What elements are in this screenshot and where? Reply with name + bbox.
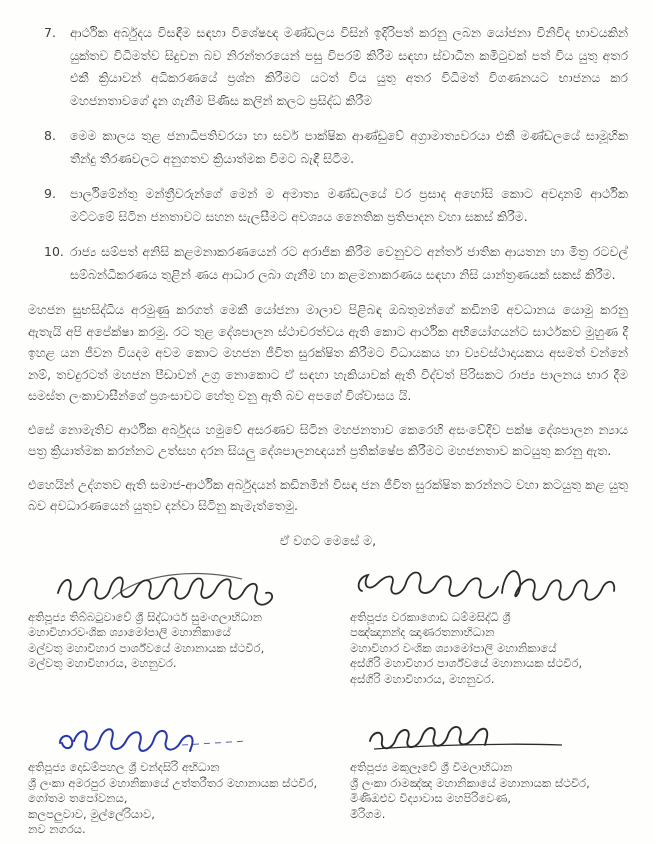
item-number: 8. [44,128,56,143]
signatory-name-line: පඤ්ඤානන්ද ඤාණරතනාභිධාන [350,625,495,639]
signatory-address-line: මීරිගම. [350,806,386,821]
body-paragraph-2: එසේ නොමැතිව ආර්ථික අර්බුදය හමුවේ අසරණව සිටින මහජනතාව කෙරෙහි අසංවේදීව පක්ෂ දේශපාලන න්‍යාය පත්‍ර ක්‍රියාත්මක කරන්නට උත්සහ දරන සියලු දේශපාලනඥයන් ප්‍රතික්ෂේප කිරීමට මහජනතාව කටයුතු කරනු ඇත. [28,421,628,458]
signatory-address-line: කලපලුවාව, මුල්ලේරියාව, [28,806,155,821]
closing-line: ඒ වගට මෙසේ ම, [279,532,377,548]
list-item-8 [44,125,628,170]
signatory-block-malwathu [28,565,350,688]
signatory-address [350,610,628,688]
list-item-9 [44,183,628,228]
signatory-title-line: මහාවිහාරවංශික ශ්‍යාමෝපාලි මහානිකායේ [28,625,231,639]
signatory-name-line: අතිපූජ්‍ය මකුලෑවේ ශ්‍රී විමලාභිධාන [350,760,513,774]
signatory-address [28,760,350,838]
signatory-block-asgiriya [350,565,628,688]
signatory-address-line: ගෝතම තපෝවනය, [28,791,128,805]
signature-scrawl-malwathu [52,565,294,607]
signatory-title-line: මල්වතු මහාවිහාර පාර්ශ්වයේ මහානායක ස්ථවිර, [28,640,265,655]
list-item-10 [44,241,628,286]
item-text: රාජ්‍ය සම්පත් අනිසි කළමනාකරණයෙන් රට අරාජික කිරීම වෙනුවට අන්තර් ජාතික ආයතන හා මිත්‍ර රටවල් සම්බන්ධීකරණය තුළින් ණය ආධාර ලබා ගැනීම හා කළමනාකරණය සඳහා නිසි යාන්ත්‍රණයක් සකස් කිරීම. [70,244,628,282]
item-number: 7. [44,25,56,40]
signatory-address [28,610,350,672]
signatory-address [350,760,628,822]
body-paragraph-3: එහෙයින් උද්ගතව ඇති සමාජ-ආර්ථික අර්බුදයන් කඩිනමින් විසඳා ජන ජීවිත සුරක්ෂිත කරන්නට වහා කටයුතු කළ යුතු බව අවධාරණයෙන් යුතුව දන්වා සිටිනු කැමැත්තෙමු. [28,476,628,513]
item-text: පාර්ලිමේන්තු මන්ත්‍රීවරුන්ගේ මෙන් ම අමාත්‍ය මණ්ඩලයේ වර ප්‍රසාද අහෝසි කොට අවදානම් ආර්ථික මට්ටමේ සිටින ජනතාවට සහන සැලසීමට අවශ්‍යය නෛතික ප්‍රතිපාදන වහා සකස් කිරීම. [70,186,628,224]
signatory-title-line: මහාවිහාර වංශික ශ්‍යාමෝපාලි මහානිකායේ [350,640,557,655]
signatory-title-line: අස්ගිරි මහාවිහාර පාර්ශ්වයේ මහානායක ස්ථවිර, [350,656,583,670]
signatory-title-line: ශ්‍රී ලංකා රාමඤ්ඤ මහානිකායේ මහානායක ස්ථවිර, [350,775,590,790]
item-text: මෙම කාලය තුළ ජනාධිපතිවරයා හා සර්ව පාක්ෂික ආණ්ඩුවේ අග්‍රාමාත්‍යවරයා එකී මණ්ඩලයේ සාමූහික තීන්දු තීරණවලට අනුගතව ක්‍රියාත්මක විමට බැඳී සිටීම. [70,128,628,166]
signatory-name-line: අතිපූජ්‍ය වරකාගොඩ ධම්මසිද්ධි ශ්‍රී [350,609,511,624]
list-item-7 [44,22,628,112]
signatory-name-line: අතිපූජ්‍ය තිබ්බටුවාවේ ශ්‍රී සිද්ධාර්ථ සුමංගලාභිධාන [28,609,263,624]
numbered-list [28,22,628,286]
signatory-block-ramanna [350,721,628,838]
signatory-address-line: නව නගරය. [28,822,86,836]
item-number: 9. [44,186,56,201]
signatory-block-amarapura [28,721,350,838]
signatory-name-line: අතිපූජ්‍ය දොඩම්පහල ශ්‍රී චන්දසිරි අභිධාන [28,760,220,774]
signatory-address-line: මල්වතු මහාවිහාරය, මහනුවර. [28,656,177,670]
signature-scrawl-asgiriya [352,565,628,607]
signatory-address-line: අස්ගිරි මහාවිහාරය, මහනුවර. [350,671,495,686]
item-text: ආර්ථික අර්බුදය විසඳීම සඳහා විශේෂඥ මණ්ඩලය විසින් ඉදිරිපත් කරනු ලබන යෝජනා විනිවිද භාවයකින් යුක්තව විධිමත්ව සිදුවන බව නිරන්තරයෙන් පසු විපරම් කිරීම සඳහා ස්වාධීන කමිටුවක් පත් විය යුතු අතර එකී ක්‍රියාවන් අධිකරණයේ ප්‍රශ්න කිරීමට යටත් විය යුතු අතර විධිමත් විගණනයට භාජනය කර මහජනතාවගේ දැන ගැනීම පිණිස කලින් කලට ප්‍රසිද්ධ කිරීම [70,25,628,108]
signatory-title-line: ශ්‍රී ලංකා අමරපුර මහානිකායේ උත්තරීතර මහානායක ස්ථවිර, [28,775,318,790]
signature-area [28,559,628,838]
body-paragraph-1: මහජන සුභසිද්ධිය අරමුණු කරගත් මෙකී යෝජනා මාලාව පිළිබඳ ඔබතුමන්ගේ කඩිනම් අවධානය යොමු කරනු ඇතැයි අපි අපේක්ෂා කරමු. රට තුළ දේශපාලන ස්ථාවරත්වය ඇති කොට ආර්ථික අභියෝගයන්ට සාර්ථකව මුහුණ දී ඉහළ යන ජීවන වියදම අවම කොට මහජන ජීවිත සුරක්ෂිත කිරීමට විධායකය හා ව්‍යවස්ථාදායකය අසමත් වන්නේ නම්, තවදුරටත් මහජන පීඩාවන් උග්‍ර නොකොට ඒ සඳහා හැකියාවක් ඇති විද්වත් පිරිසකට රාජ්‍ය පාලනය භාර දීම සමස්ත ලංකාවාසීන්ගේ ප්‍රශංසාවට හේතු වනු ඇති බව අපගේ විශ්වාසය යි. [28,302,628,403]
signatory-address-line: මිණිඔළුව විද්‍යාවාස මහපිරිවෙණ, [350,791,511,805]
signature-scrawl-ramanna [362,721,572,757]
signature-scrawl-amarapura [54,721,254,757]
item-number: 10. [44,244,64,259]
